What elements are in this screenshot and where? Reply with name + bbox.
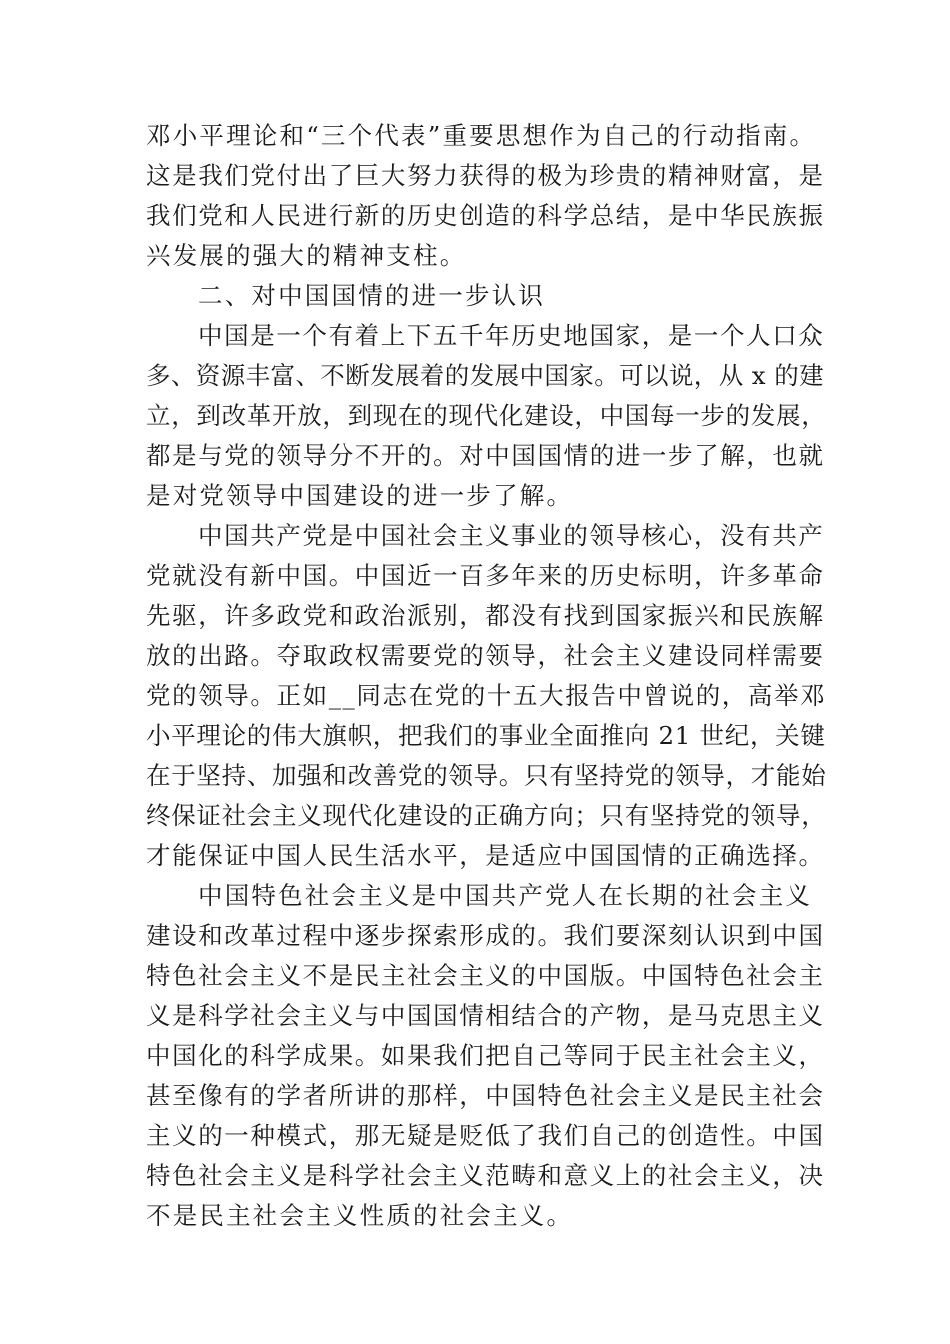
text-line: 这是我们党付出了巨大努力获得的极为珍贵的精神财富，是 [146, 161, 825, 190]
text-line: 邓小平理论和“三个代表”重要思想作为自己的行动指南。 [146, 121, 817, 150]
text-line: 主义的一种模式，那无疑是贬低了我们自己的创造性。中国 [146, 1121, 825, 1150]
text-line: 是对党领导中国建设的进一步了解。 [146, 481, 574, 510]
text-line: 甚至像有的学者所讲的那样，中国特色社会主义是民主社会 [146, 1081, 825, 1110]
text-line: 先驱，许多政党和政治派别，都没有找到国家振兴和民族解 [146, 601, 825, 630]
text-line: 放的出路。夺取政权需要党的领导，社会主义建设同样需要 [146, 641, 825, 670]
text-line: 中国化的科学成果。如果我们把自己等同于民主社会主义， [146, 1041, 825, 1070]
text-line: 特色社会主义不是民主社会主义的中国版。中国特色社会主 [146, 961, 825, 990]
text-line: 立，到改革开放，到现在的现代化建设，中国每一步的发展， [146, 401, 827, 430]
section-heading: 二、对中国国情的进一步认识 [198, 281, 546, 310]
text-line: 中国是一个有着上下五千年历史地国家，是一个人口众 [198, 321, 825, 350]
text-line: 不是民主社会主义性质的社会主义。 [146, 1201, 574, 1230]
text-line: 在于坚持、加强和改善党的领导。只有坚持党的领导，才能始 [146, 761, 827, 790]
text-line: 兴发展的强大的精神支柱。 [146, 241, 467, 270]
text-line: 特色社会主义是科学社会主义范畴和意义上的社会主义，决 [146, 1161, 825, 1190]
text-line: 中国特色社会主义是中国共产党人在长期的社会主义 [198, 881, 813, 910]
text-line: 我们党和人民进行新的历史创造的科学总结，是中华民族振 [146, 201, 825, 230]
text-line: 多、资源丰富、不断发展着的发展中国家。可以说，从 x 的建 [146, 361, 824, 390]
text-line: 党的领导。正如__同志在党的十五大报告中曾说的，高举邓 [146, 681, 827, 710]
text-line: 义是科学社会主义与中国国情相结合的产物，是马克思主义 [146, 1001, 825, 1030]
text-line: 建设和改革过程中逐步探索形成的。我们要深刻认识到中国 [146, 921, 825, 950]
text-line: 小平理论的伟大旗帜，把我们的事业全面推向 21 世纪，关键 [146, 721, 826, 750]
text-line: 终保证社会主义现代化建设的正确方向；只有坚持党的领导， [146, 801, 827, 830]
text-line: 党就没有新中国。中国近一百多年来的历史标明，许多革命 [146, 561, 825, 590]
text-line: 都是与党的领导分不开的。对中国国情的进一步了解，也就 [146, 441, 825, 470]
text-line: 才能保证中国人民生活水平，是适应中国国情的正确选择。 [146, 841, 825, 870]
text-line: 中国共产党是中国社会主义事业的领导核心，没有共产 [198, 521, 825, 550]
